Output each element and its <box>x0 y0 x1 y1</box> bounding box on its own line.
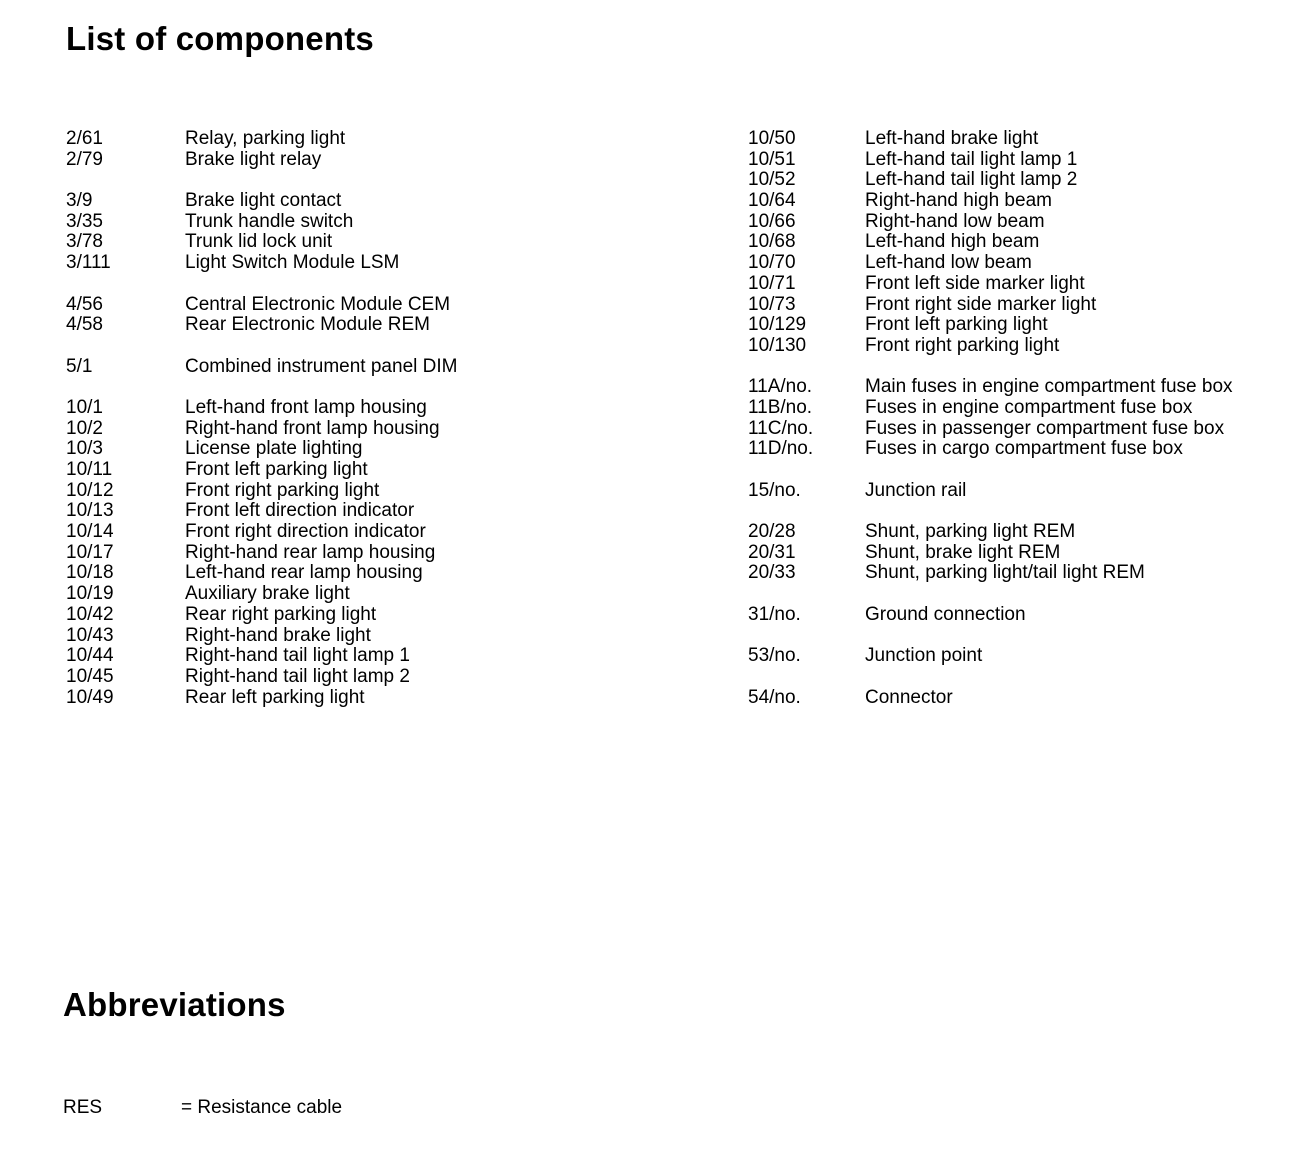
component-description: Front right side marker light <box>865 293 1097 315</box>
component-description: Fuses in engine compartment fuse box <box>865 396 1193 418</box>
component-description: Central Electronic Module CEM <box>185 293 451 315</box>
component-description: Right-hand rear lamp housing <box>185 541 436 563</box>
component-description: Ground connection <box>865 603 1026 625</box>
component-row <box>748 419 1308 440</box>
component-row <box>748 274 1308 295</box>
component-description: Front right parking light <box>865 334 1060 356</box>
component-description: Auxiliary brake light <box>185 583 350 605</box>
component-code: 10/71 <box>748 272 796 294</box>
component-description: Right-hand tail light lamp 2 <box>185 665 410 687</box>
component-code: 10/51 <box>748 148 796 170</box>
component-code: 10/2 <box>66 417 103 439</box>
component-code: 4/56 <box>66 293 103 315</box>
component-row <box>748 336 1308 357</box>
component-code: 11C/no. <box>748 417 814 439</box>
component-row <box>748 232 1308 253</box>
component-description: Front right direction indicator <box>185 521 426 543</box>
component-code: 10/49 <box>66 686 114 708</box>
components-list-left <box>66 129 666 729</box>
component-description: Shunt, brake light REM <box>865 541 1061 563</box>
component-code: 31/no. <box>748 603 801 625</box>
component-row <box>66 688 666 709</box>
component-row <box>66 584 666 605</box>
component-row <box>748 253 1308 274</box>
component-description: Trunk lid lock unit <box>185 231 333 253</box>
component-row <box>66 481 666 502</box>
component-code: 20/28 <box>748 521 796 543</box>
component-code: 5/1 <box>66 355 93 377</box>
component-description: Shunt, parking light REM <box>865 521 1076 543</box>
component-code: 10/11 <box>66 459 113 480</box>
component-code: 10/1 <box>66 396 103 418</box>
component-description: Left-hand front lamp housing <box>185 396 427 418</box>
component-row <box>66 212 666 233</box>
component-description: Left-hand rear lamp housing <box>185 562 423 584</box>
component-code: 11A/no. <box>748 376 813 398</box>
component-code: 10/50 <box>748 128 796 149</box>
component-description: Left-hand tail light lamp 1 <box>865 148 1078 170</box>
components-list-right <box>748 129 1308 729</box>
component-group <box>66 191 666 274</box>
component-row <box>748 170 1308 191</box>
component-code: 10/14 <box>66 521 114 543</box>
component-description: Front left direction indicator <box>185 500 415 522</box>
page-title: List of components <box>66 20 374 57</box>
component-row <box>66 439 666 460</box>
component-description: Right-hand brake light <box>185 624 371 646</box>
component-row <box>66 563 666 584</box>
component-row <box>66 129 666 150</box>
component-code: 15/no. <box>748 479 801 501</box>
component-row <box>66 626 666 647</box>
component-code: 4/58 <box>66 314 103 336</box>
component-description: Right-hand high beam <box>865 190 1052 212</box>
component-row <box>748 150 1308 171</box>
component-code: 20/31 <box>748 541 796 563</box>
component-group <box>748 688 1308 709</box>
component-description: Left-hand high beam <box>865 231 1040 253</box>
component-description: Left-hand brake light <box>865 128 1039 149</box>
abbreviations-list <box>63 1098 342 1119</box>
component-description: Shunt, parking light/tail light REM <box>865 562 1145 584</box>
component-row <box>66 315 666 336</box>
component-code: 10/18 <box>66 562 114 584</box>
component-row <box>748 398 1308 419</box>
component-row <box>66 253 666 274</box>
component-code: 10/17 <box>66 541 114 563</box>
component-row <box>66 522 666 543</box>
component-code: 10/19 <box>66 583 114 605</box>
component-row <box>66 398 666 419</box>
abbreviation-description: = Resistance cable <box>181 1097 343 1118</box>
component-description: Right-hand tail light lamp 1 <box>185 645 410 667</box>
component-code: 10/42 <box>66 603 114 625</box>
component-description: Left-hand low beam <box>865 252 1032 274</box>
component-code: 10/45 <box>66 665 114 687</box>
component-code: 10/44 <box>66 645 114 667</box>
component-code: 10/12 <box>66 479 114 501</box>
component-description: Junction point <box>865 645 983 667</box>
component-code: 3/9 <box>66 190 93 212</box>
component-group <box>748 377 1308 460</box>
component-row <box>748 646 1308 667</box>
component-description: Combined instrument panel DIM <box>185 355 458 377</box>
component-group <box>748 646 1308 667</box>
component-row <box>748 377 1308 398</box>
component-row <box>748 481 1308 502</box>
component-code: 3/111 <box>66 252 111 274</box>
component-row <box>748 315 1308 336</box>
component-code: 2/61 <box>66 128 103 149</box>
component-description: Left-hand tail light lamp 2 <box>865 169 1078 191</box>
component-description: Main fuses in engine compartment fuse box <box>865 376 1233 398</box>
component-row <box>748 212 1308 233</box>
component-row <box>66 357 666 378</box>
component-row <box>748 439 1308 460</box>
component-description: Fuses in passenger compartment fuse box <box>865 417 1225 439</box>
component-group <box>748 522 1308 584</box>
component-code: 10/130 <box>748 334 807 356</box>
abbreviation-row <box>63 1098 342 1119</box>
component-group <box>66 398 666 708</box>
component-group <box>748 605 1308 626</box>
component-code: 10/129 <box>748 314 807 336</box>
component-description: Rear left parking light <box>185 686 365 708</box>
component-row <box>748 522 1308 543</box>
component-description: Front left parking light <box>185 459 368 480</box>
component-description: Brake light contact <box>185 190 342 212</box>
component-code: 10/73 <box>748 293 796 315</box>
component-description: Relay, parking light <box>185 128 346 149</box>
component-row <box>66 646 666 667</box>
component-row <box>66 667 666 688</box>
component-row <box>748 543 1308 564</box>
component-description: Front left parking light <box>865 314 1048 336</box>
component-description: Right-hand low beam <box>865 210 1045 232</box>
abbreviation-code: RES <box>63 1097 103 1118</box>
component-description: Brake light relay <box>185 148 322 170</box>
component-description: Front right parking light <box>185 479 380 501</box>
component-description: Rear right parking light <box>185 603 377 625</box>
component-row <box>748 191 1308 212</box>
component-row <box>66 543 666 564</box>
component-description: Trunk handle switch <box>185 210 354 232</box>
component-code: 10/43 <box>66 624 114 646</box>
component-code: 20/33 <box>748 562 796 584</box>
component-description: Front left side marker light <box>865 272 1085 294</box>
component-code: 10/70 <box>748 252 796 274</box>
component-code: 54/no. <box>748 686 801 708</box>
component-row <box>66 295 666 316</box>
component-description: Rear Electronic Module REM <box>185 314 430 336</box>
component-description: Connector <box>865 686 953 708</box>
component-description: License plate lighting <box>185 438 363 460</box>
component-code: 3/78 <box>66 231 103 253</box>
component-code: 3/35 <box>66 210 103 232</box>
component-group <box>66 129 666 170</box>
component-code: 10/52 <box>748 169 796 191</box>
component-row <box>66 501 666 522</box>
component-group <box>66 295 666 336</box>
abbreviations-title: Abbreviations <box>63 986 286 1023</box>
component-row <box>748 563 1308 584</box>
component-row <box>66 150 666 171</box>
component-row <box>66 605 666 626</box>
component-row <box>66 232 666 253</box>
component-group <box>66 357 666 378</box>
component-row <box>748 688 1308 709</box>
component-code: 11D/no. <box>748 438 814 460</box>
component-code: 2/79 <box>66 148 103 170</box>
component-row <box>66 419 666 440</box>
component-description: Junction rail <box>865 479 967 501</box>
component-group <box>748 129 1308 357</box>
component-code: 10/64 <box>748 190 796 212</box>
component-code: 10/13 <box>66 500 114 522</box>
component-code: 10/68 <box>748 231 796 253</box>
component-row <box>748 605 1308 626</box>
component-code: 11B/no. <box>748 396 813 418</box>
component-description: Right-hand front lamp housing <box>185 417 440 439</box>
component-row <box>748 129 1308 150</box>
component-code: 10/3 <box>66 438 103 460</box>
component-group <box>748 481 1308 502</box>
component-code: 10/66 <box>748 210 796 232</box>
component-row <box>66 191 666 212</box>
component-row <box>66 460 666 481</box>
component-description: Fuses in cargo compartment fuse box <box>865 438 1183 460</box>
component-row <box>748 295 1308 316</box>
component-code: 53/no. <box>748 645 801 667</box>
component-description: Light Switch Module LSM <box>185 252 400 274</box>
